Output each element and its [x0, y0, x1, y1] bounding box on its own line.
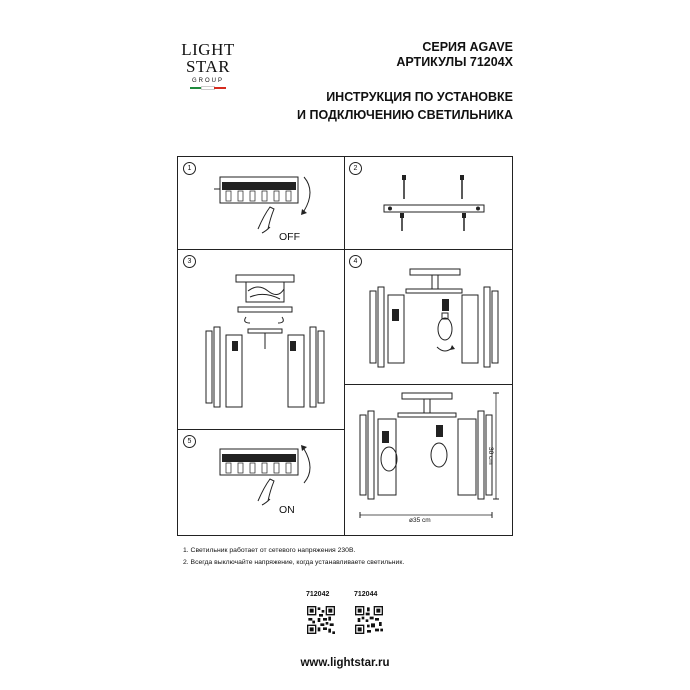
step-4-bulb-install-illustration	[364, 265, 504, 380]
note-2: 2. Всегда выключайте напряжение, когда устанавливаете светильник.	[183, 559, 405, 566]
step-1-breaker-off-illustration	[208, 169, 318, 239]
step-5-on-label: ON	[279, 504, 295, 516]
safety-notes	[183, 545, 404, 569]
instruction-grid	[177, 156, 513, 536]
logo-line-1: LIGHT	[181, 40, 235, 59]
website-link[interactable]: www.lightstar.ru	[300, 657, 390, 669]
step-3-number: 3	[183, 255, 196, 268]
grid-divider-right	[344, 384, 512, 385]
italian-flag-stripe	[190, 87, 226, 89]
step-2-number: 2	[349, 162, 362, 175]
title-line-2: И ПОДКЛЮЧЕНИЮ СВЕТИЛЬНИКА	[297, 108, 513, 122]
series-block	[396, 40, 513, 70]
grid-divider-left	[178, 429, 344, 430]
product-code-2: 712044	[354, 591, 378, 598]
step-2-mounting-bar-illustration	[374, 169, 494, 244]
product-code-1: 712042	[306, 591, 330, 598]
grid-divider-vertical	[344, 157, 345, 535]
qr-code-1[interactable]	[307, 606, 335, 634]
step-5-breaker-on-illustration	[208, 441, 318, 511]
step-4-number: 4	[349, 255, 362, 268]
step-3-wiring-illustration	[198, 269, 338, 419]
qr-code-2[interactable]	[355, 606, 383, 634]
step-1-off-label: OFF	[279, 231, 300, 243]
diameter-dimension: ø35 cm	[409, 517, 431, 524]
logo-line-3: GROUP	[191, 78, 224, 84]
instruction-title	[297, 88, 513, 124]
lightstar-logo	[178, 41, 238, 103]
dimensions-illustration	[354, 391, 504, 531]
step-1-number: 1	[183, 162, 196, 175]
note-1: 1. Светильник работает от сетевого напряжения 230В.	[183, 547, 356, 554]
grid-divider-row1	[178, 249, 512, 250]
step-5-number: 5	[183, 435, 196, 448]
title-line-1: ИНСТРУКЦИЯ ПО УСТАНОВКЕ	[326, 90, 513, 104]
articles: АРТИКУЛЫ 71204X	[396, 55, 513, 69]
logo-line-2: STAR	[185, 57, 231, 76]
series-name: СЕРИЯ AGAVE	[422, 40, 513, 54]
height-dimension: 30 cm	[487, 447, 494, 465]
